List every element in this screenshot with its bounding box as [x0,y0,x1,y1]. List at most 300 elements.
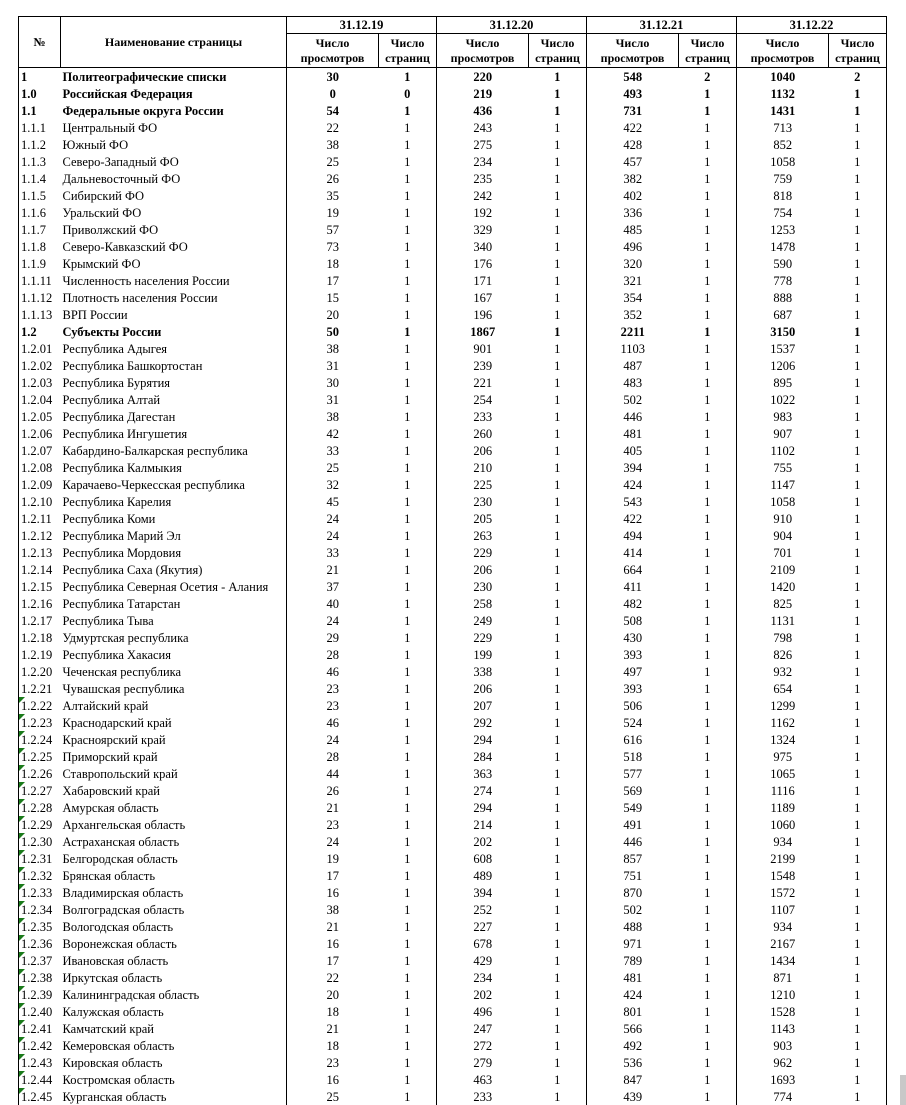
pages-cell[interactable]: 1 [529,204,587,221]
pages-cell[interactable]: 1 [379,255,437,272]
views-cell[interactable]: 1420 [770,579,796,594]
views-cell[interactable]: 206 [473,443,493,458]
row-number-cell[interactable]: 1.2.39 [19,986,61,1003]
pages-cell[interactable]: 1 [679,1071,737,1088]
views-cell[interactable]: 233 [473,1089,493,1104]
views-cell[interactable]: 352 [623,307,643,322]
views-cell[interactable]: 411 [623,579,642,594]
pages-cell[interactable]: 1 [679,1003,737,1020]
views-cell[interactable]: 35 [326,188,339,203]
row-number-cell[interactable]: 1.2.43 [19,1054,61,1071]
views-cell[interactable]: 904 [773,528,793,543]
views-cell[interactable]: 934 [773,834,793,849]
pages-cell[interactable]: 1 [379,850,437,867]
views-cell[interactable]: 755 [773,460,793,475]
pages-cell[interactable]: 1 [529,1003,587,1020]
pages-cell[interactable]: 1 [829,1054,887,1071]
pages-cell[interactable]: 1 [829,663,887,680]
views-cell[interactable]: 33 [326,443,339,458]
page-name-cell[interactable]: Уральский ФО [61,204,287,221]
pages-cell[interactable]: 1 [529,221,587,238]
row-number-cell[interactable]: 1.2.13 [19,544,61,561]
views-cell[interactable]: 1060 [770,817,796,832]
pages-cell[interactable]: 1 [829,238,887,255]
views-cell[interactable]: 279 [473,1055,493,1070]
pages-cell[interactable]: 1 [379,867,437,884]
pages-cell[interactable]: 1 [679,799,737,816]
row-number-cell[interactable]: 1.2.12 [19,527,61,544]
pages-cell[interactable]: 1 [829,833,887,850]
views-cell[interactable]: 363 [473,766,493,781]
views-cell[interactable]: 24 [326,732,339,747]
views-cell[interactable]: 1065 [770,766,796,781]
views-cell[interactable]: 701 [773,545,793,560]
scrollbar[interactable] [900,1075,906,1105]
pages-cell[interactable]: 1 [379,306,437,323]
pages-cell[interactable]: 1 [679,816,737,833]
views-cell[interactable]: 543 [623,494,643,509]
views-cell[interactable]: 32 [326,477,339,492]
pages-cell[interactable]: 1 [679,935,737,952]
views-cell[interactable]: 852 [773,137,793,152]
pages-cell[interactable]: 1 [829,119,887,136]
pages-cell[interactable]: 1 [679,238,737,255]
pages-cell[interactable]: 1 [829,1020,887,1037]
pages-cell[interactable]: 1 [529,714,587,731]
pages-cell[interactable]: 1 [529,527,587,544]
views-cell[interactable]: 354 [623,290,643,305]
pages-cell[interactable]: 1 [379,476,437,493]
row-number-cell[interactable]: 1.2.16 [19,595,61,612]
pages-cell[interactable]: 1 [829,799,887,816]
pages-cell[interactable]: 1 [529,918,587,935]
views-cell[interactable]: 205 [473,511,493,526]
views-cell[interactable]: 22 [326,970,339,985]
views-cell[interactable]: 28 [326,749,339,764]
views-cell[interactable]: 18 [326,1004,339,1019]
pages-cell[interactable]: 1 [829,136,887,153]
pages-cell[interactable]: 1 [679,289,737,306]
views-cell[interactable]: 801 [623,1004,643,1019]
views-cell[interactable]: 338 [473,664,493,679]
page-name-cell[interactable]: Приморский край [61,748,287,765]
pages-cell[interactable]: 1 [529,85,587,102]
row-number-cell[interactable]: 1.1.5 [19,187,61,204]
views-cell[interactable]: 713 [773,120,793,135]
row-number-cell[interactable]: 1.2.33 [19,884,61,901]
pages-cell[interactable]: 1 [829,289,887,306]
views-cell[interactable]: 751 [623,868,643,883]
pages-cell[interactable]: 1 [829,306,887,323]
views-cell[interactable]: 491 [623,817,643,832]
pages-cell[interactable]: 1 [679,901,737,918]
views-cell[interactable]: 16 [326,936,339,951]
pages-cell[interactable]: 1 [379,901,437,918]
page-name-cell[interactable]: Федеральные округа России [61,102,287,119]
views-cell[interactable]: 229 [473,545,493,560]
views-cell[interactable]: 19 [326,851,339,866]
pages-cell[interactable]: 1 [529,578,587,595]
pages-cell[interactable]: 1 [829,850,887,867]
pages-cell[interactable]: 1 [679,1054,737,1071]
views-cell[interactable]: 932 [773,664,793,679]
views-cell[interactable]: 492 [623,1038,643,1053]
views-cell[interactable]: 1058 [770,494,796,509]
views-cell[interactable]: 422 [623,120,643,135]
pages-cell[interactable]: 1 [829,340,887,357]
views-cell[interactable]: 506 [623,698,643,713]
views-cell[interactable]: 1102 [770,443,796,458]
pages-cell[interactable]: 1 [529,306,587,323]
row-number-cell[interactable]: 1.2.29 [19,816,61,833]
pages-cell[interactable]: 1 [679,510,737,527]
pages-cell[interactable]: 1 [679,578,737,595]
row-number-cell[interactable]: 1.1.8 [19,238,61,255]
pages-cell[interactable]: 1 [379,374,437,391]
views-cell[interactable]: 23 [326,1055,339,1070]
pages-cell[interactable]: 1 [379,289,437,306]
views-cell[interactable]: 577 [623,766,643,781]
pages-cell[interactable]: 1 [679,527,737,544]
pages-cell[interactable]: 1 [529,255,587,272]
views-cell[interactable]: 252 [473,902,493,917]
pages-cell[interactable]: 1 [379,578,437,595]
views-cell[interactable]: 230 [473,579,493,594]
pages-cell[interactable]: 1 [529,340,587,357]
views-cell[interactable]: 901 [473,341,493,356]
pages-cell[interactable]: 1 [379,799,437,816]
views-cell[interactable]: 340 [473,239,493,254]
views-cell[interactable]: 934 [773,919,793,934]
views-cell[interactable]: 26 [326,783,339,798]
views-cell[interactable]: 910 [773,511,793,526]
views-cell[interactable]: 536 [623,1055,643,1070]
views-cell[interactable]: 481 [623,426,643,441]
pages-cell[interactable]: 1 [529,459,587,476]
pages-cell[interactable]: 1 [829,1071,887,1088]
pages-cell[interactable]: 1 [679,663,737,680]
pages-cell[interactable]: 1 [529,425,587,442]
pages-cell[interactable]: 1 [679,170,737,187]
row-number-cell[interactable]: 1.1.1 [19,119,61,136]
views-cell[interactable]: 38 [326,902,339,917]
pages-cell[interactable]: 1 [379,459,437,476]
views-cell[interactable]: 1324 [770,732,796,747]
pages-cell[interactable]: 1 [379,442,437,459]
row-number-cell[interactable]: 1.2.05 [19,408,61,425]
pages-cell[interactable]: 1 [529,442,587,459]
views-cell[interactable]: 23 [326,698,339,713]
page-name-cell[interactable]: Республика Дагестан [61,408,287,425]
pages-cell[interactable]: 1 [829,680,887,697]
pages-cell[interactable]: 1 [379,816,437,833]
views-cell[interactable]: 243 [473,120,493,135]
pages-cell[interactable]: 1 [529,68,587,86]
pages-cell[interactable]: 1 [679,765,737,782]
pages-cell[interactable]: 1 [529,357,587,374]
page-name-cell[interactable]: Численность населения России [61,272,287,289]
views-cell[interactable]: 1189 [770,800,796,815]
page-name-cell[interactable]: Кабардино-Балкарская республика [61,442,287,459]
pages-cell[interactable]: 1 [679,782,737,799]
views-cell[interactable]: 778 [773,273,793,288]
views-cell[interactable]: 20 [326,987,339,1002]
page-name-cell[interactable]: Южный ФО [61,136,287,153]
page-name-cell[interactable]: Удмуртская республика [61,629,287,646]
pages-cell[interactable]: 1 [829,714,887,731]
views-cell[interactable]: 731 [623,103,643,118]
views-cell[interactable]: 24 [326,613,339,628]
pages-cell[interactable]: 1 [529,935,587,952]
pages-cell[interactable]: 1 [379,952,437,969]
views-cell[interactable]: 590 [773,256,793,271]
views-cell[interactable]: 502 [623,902,643,917]
pages-cell[interactable]: 1 [679,731,737,748]
views-cell[interactable]: 260 [473,426,493,441]
page-name-cell[interactable]: Вологодская область [61,918,287,935]
views-cell[interactable]: 394 [473,885,493,900]
pages-cell[interactable]: 1 [379,646,437,663]
views-cell[interactable]: 23 [326,817,339,832]
row-number-cell[interactable]: 1.2.37 [19,952,61,969]
pages-cell[interactable]: 1 [679,629,737,646]
pages-cell[interactable]: 1 [829,510,887,527]
views-cell[interactable]: 393 [623,647,643,662]
views-cell[interactable]: 227 [473,919,493,934]
pages-cell[interactable]: 1 [529,187,587,204]
views-cell[interactable]: 272 [473,1038,493,1053]
page-name-cell[interactable]: Республика Тыва [61,612,287,629]
views-cell[interactable]: 548 [623,69,643,84]
pages-cell[interactable]: 1 [529,663,587,680]
pages-cell[interactable]: 1 [679,272,737,289]
views-cell[interactable]: 37 [326,579,339,594]
pages-cell[interactable]: 1 [379,204,437,221]
views-cell[interactable]: 28 [326,647,339,662]
views-cell[interactable]: 457 [623,154,643,169]
pages-cell[interactable]: 1 [529,884,587,901]
pages-cell[interactable]: 1 [379,544,437,561]
pages-cell[interactable]: 1 [379,391,437,408]
views-cell[interactable]: 15 [326,290,339,305]
pages-cell[interactable]: 1 [529,323,587,340]
views-cell[interactable]: 16 [326,885,339,900]
pages-cell[interactable]: 1 [529,646,587,663]
pages-cell[interactable]: 1 [529,595,587,612]
pages-cell[interactable]: 1 [679,1037,737,1054]
page-name-cell[interactable]: Республика Саха (Якутия) [61,561,287,578]
pages-cell[interactable]: 1 [379,782,437,799]
row-number-cell[interactable]: 1.2.23 [19,714,61,731]
views-cell[interactable]: 549 [623,800,643,815]
views-cell[interactable]: 24 [326,528,339,543]
page-name-cell[interactable]: Волгоградская область [61,901,287,918]
page-name-cell[interactable]: Российская Федерация [61,85,287,102]
views-cell[interactable]: 907 [773,426,793,441]
pages-cell[interactable]: 1 [379,408,437,425]
pages-cell[interactable]: 1 [679,221,737,238]
pages-cell[interactable]: 1 [529,493,587,510]
page-name-cell[interactable]: Красноярский край [61,731,287,748]
views-cell[interactable]: 1040 [770,69,796,84]
views-cell[interactable]: 176 [473,256,493,271]
pages-cell[interactable]: 1 [529,697,587,714]
pages-cell[interactable]: 1 [379,714,437,731]
views-cell[interactable]: 214 [473,817,493,832]
row-number-cell[interactable]: 1.2.32 [19,867,61,884]
row-number-cell[interactable]: 1.2.15 [19,578,61,595]
views-cell[interactable]: 818 [773,188,793,203]
pages-cell[interactable]: 1 [379,1088,437,1105]
views-cell[interactable]: 73 [326,239,339,254]
pages-cell[interactable]: 1 [379,969,437,986]
views-cell[interactable]: 1867 [470,324,496,339]
pages-cell[interactable]: 1 [679,85,737,102]
views-cell[interactable]: 424 [623,987,643,1002]
views-cell[interactable]: 167 [473,290,493,305]
page-name-cell[interactable]: Брянская область [61,867,287,884]
pages-cell[interactable]: 1 [829,204,887,221]
views-cell[interactable]: 1431 [770,103,796,118]
views-cell[interactable]: 463 [473,1072,493,1087]
views-cell[interactable]: 493 [623,86,643,101]
row-number-cell[interactable]: 1.2.06 [19,425,61,442]
row-number-cell[interactable]: 1.2.30 [19,833,61,850]
pages-cell[interactable]: 1 [679,442,737,459]
row-number-cell[interactable]: 1.2.01 [19,340,61,357]
pages-cell[interactable]: 1 [679,952,737,969]
pages-cell[interactable]: 1 [679,493,737,510]
pages-cell[interactable]: 1 [829,612,887,629]
pages-cell[interactable]: 1 [529,136,587,153]
views-cell[interactable]: 24 [326,834,339,849]
row-number-cell[interactable]: 1.2.17 [19,612,61,629]
pages-cell[interactable]: 1 [829,255,887,272]
page-name-cell[interactable]: Республика Ингушетия [61,425,287,442]
row-number-cell[interactable]: 1.1.13 [19,306,61,323]
pages-cell[interactable]: 1 [379,731,437,748]
views-cell[interactable]: 446 [623,834,643,849]
views-cell[interactable]: 294 [473,732,493,747]
views-cell[interactable]: 888 [773,290,793,305]
views-cell[interactable]: 275 [473,137,493,152]
page-name-cell[interactable]: Курганская область [61,1088,287,1105]
row-number-cell[interactable]: 1.2.14 [19,561,61,578]
views-cell[interactable]: 487 [623,358,643,373]
views-cell[interactable]: 1162 [770,715,796,730]
page-name-cell[interactable]: Ивановская область [61,952,287,969]
views-cell[interactable]: 202 [473,987,493,1002]
row-number-cell[interactable]: 1.2.03 [19,374,61,391]
pages-cell[interactable]: 1 [829,1088,887,1105]
pages-cell[interactable]: 1 [529,612,587,629]
views-cell[interactable]: 21 [326,562,339,577]
row-number-cell[interactable]: 1.2.34 [19,901,61,918]
page-name-cell[interactable]: Политеографические списки [61,68,287,86]
page-name-cell[interactable]: Республика Алтай [61,391,287,408]
views-cell[interactable]: 219 [473,86,493,101]
views-cell[interactable]: 225 [473,477,493,492]
pages-cell[interactable]: 1 [379,323,437,340]
pages-cell[interactable]: 1 [529,782,587,799]
views-cell[interactable]: 1022 [770,392,796,407]
views-cell[interactable]: 1116 [770,783,795,798]
views-cell[interactable]: 1537 [770,341,796,356]
pages-cell[interactable]: 1 [529,833,587,850]
views-cell[interactable]: 235 [473,171,493,186]
pages-cell[interactable]: 1 [529,272,587,289]
pages-cell[interactable]: 1 [679,612,737,629]
views-cell[interactable]: 230 [473,494,493,509]
pages-cell[interactable]: 1 [529,1054,587,1071]
views-cell[interactable]: 496 [623,239,643,254]
page-name-cell[interactable]: Алтайский край [61,697,287,714]
views-cell[interactable]: 508 [623,613,643,628]
views-cell[interactable]: 30 [326,69,339,84]
pages-cell[interactable]: 1 [529,731,587,748]
page-name-cell[interactable]: Республика Татарстан [61,595,287,612]
views-cell[interactable]: 678 [473,936,493,951]
pages-cell[interactable]: 1 [379,663,437,680]
pages-cell[interactable]: 1 [379,1037,437,1054]
views-cell[interactable]: 826 [773,647,793,662]
pages-cell[interactable]: 1 [829,408,887,425]
views-cell[interactable]: 26 [326,171,339,186]
pages-cell[interactable]: 1 [379,680,437,697]
views-cell[interactable]: 54 [326,103,339,118]
pages-cell[interactable]: 1 [529,952,587,969]
pages-cell[interactable]: 1 [529,1037,587,1054]
page-name-cell[interactable]: Воронежская область [61,935,287,952]
pages-cell[interactable]: 1 [679,833,737,850]
pages-cell[interactable]: 1 [829,782,887,799]
pages-cell[interactable]: 2 [829,68,887,86]
views-cell[interactable]: 42 [326,426,339,441]
pages-cell[interactable]: 1 [679,1020,737,1037]
pages-cell[interactable]: 1 [379,493,437,510]
views-cell[interactable]: 857 [623,851,643,866]
views-cell[interactable]: 654 [773,681,793,696]
views-cell[interactable]: 789 [623,953,643,968]
views-cell[interactable]: 1693 [770,1072,796,1087]
pages-cell[interactable]: 1 [529,289,587,306]
row-number-cell[interactable]: 1.2.35 [19,918,61,935]
views-cell[interactable]: 40 [326,596,339,611]
pages-cell[interactable]: 1 [379,697,437,714]
views-cell[interactable]: 336 [623,205,643,220]
row-number-cell[interactable]: 1.1.11 [19,272,61,289]
views-cell[interactable]: 29 [326,630,339,645]
pages-cell[interactable]: 1 [529,850,587,867]
views-cell[interactable]: 22 [326,120,339,135]
pages-cell[interactable]: 1 [679,867,737,884]
views-cell[interactable]: 774 [773,1089,793,1104]
views-cell[interactable]: 482 [623,596,643,611]
page-name-cell[interactable]: ВРП России [61,306,287,323]
pages-cell[interactable]: 1 [829,527,887,544]
views-cell[interactable]: 1131 [770,613,796,628]
views-cell[interactable]: 57 [326,222,339,237]
views-cell[interactable]: 502 [623,392,643,407]
pages-cell[interactable]: 1 [829,221,887,238]
views-cell[interactable]: 754 [773,205,793,220]
pages-cell[interactable]: 1 [529,476,587,493]
views-cell[interactable]: 21 [326,800,339,815]
pages-cell[interactable]: 1 [529,748,587,765]
views-cell[interactable]: 21 [326,919,339,934]
row-number-cell[interactable]: 1.2.10 [19,493,61,510]
views-cell[interactable]: 424 [623,477,643,492]
